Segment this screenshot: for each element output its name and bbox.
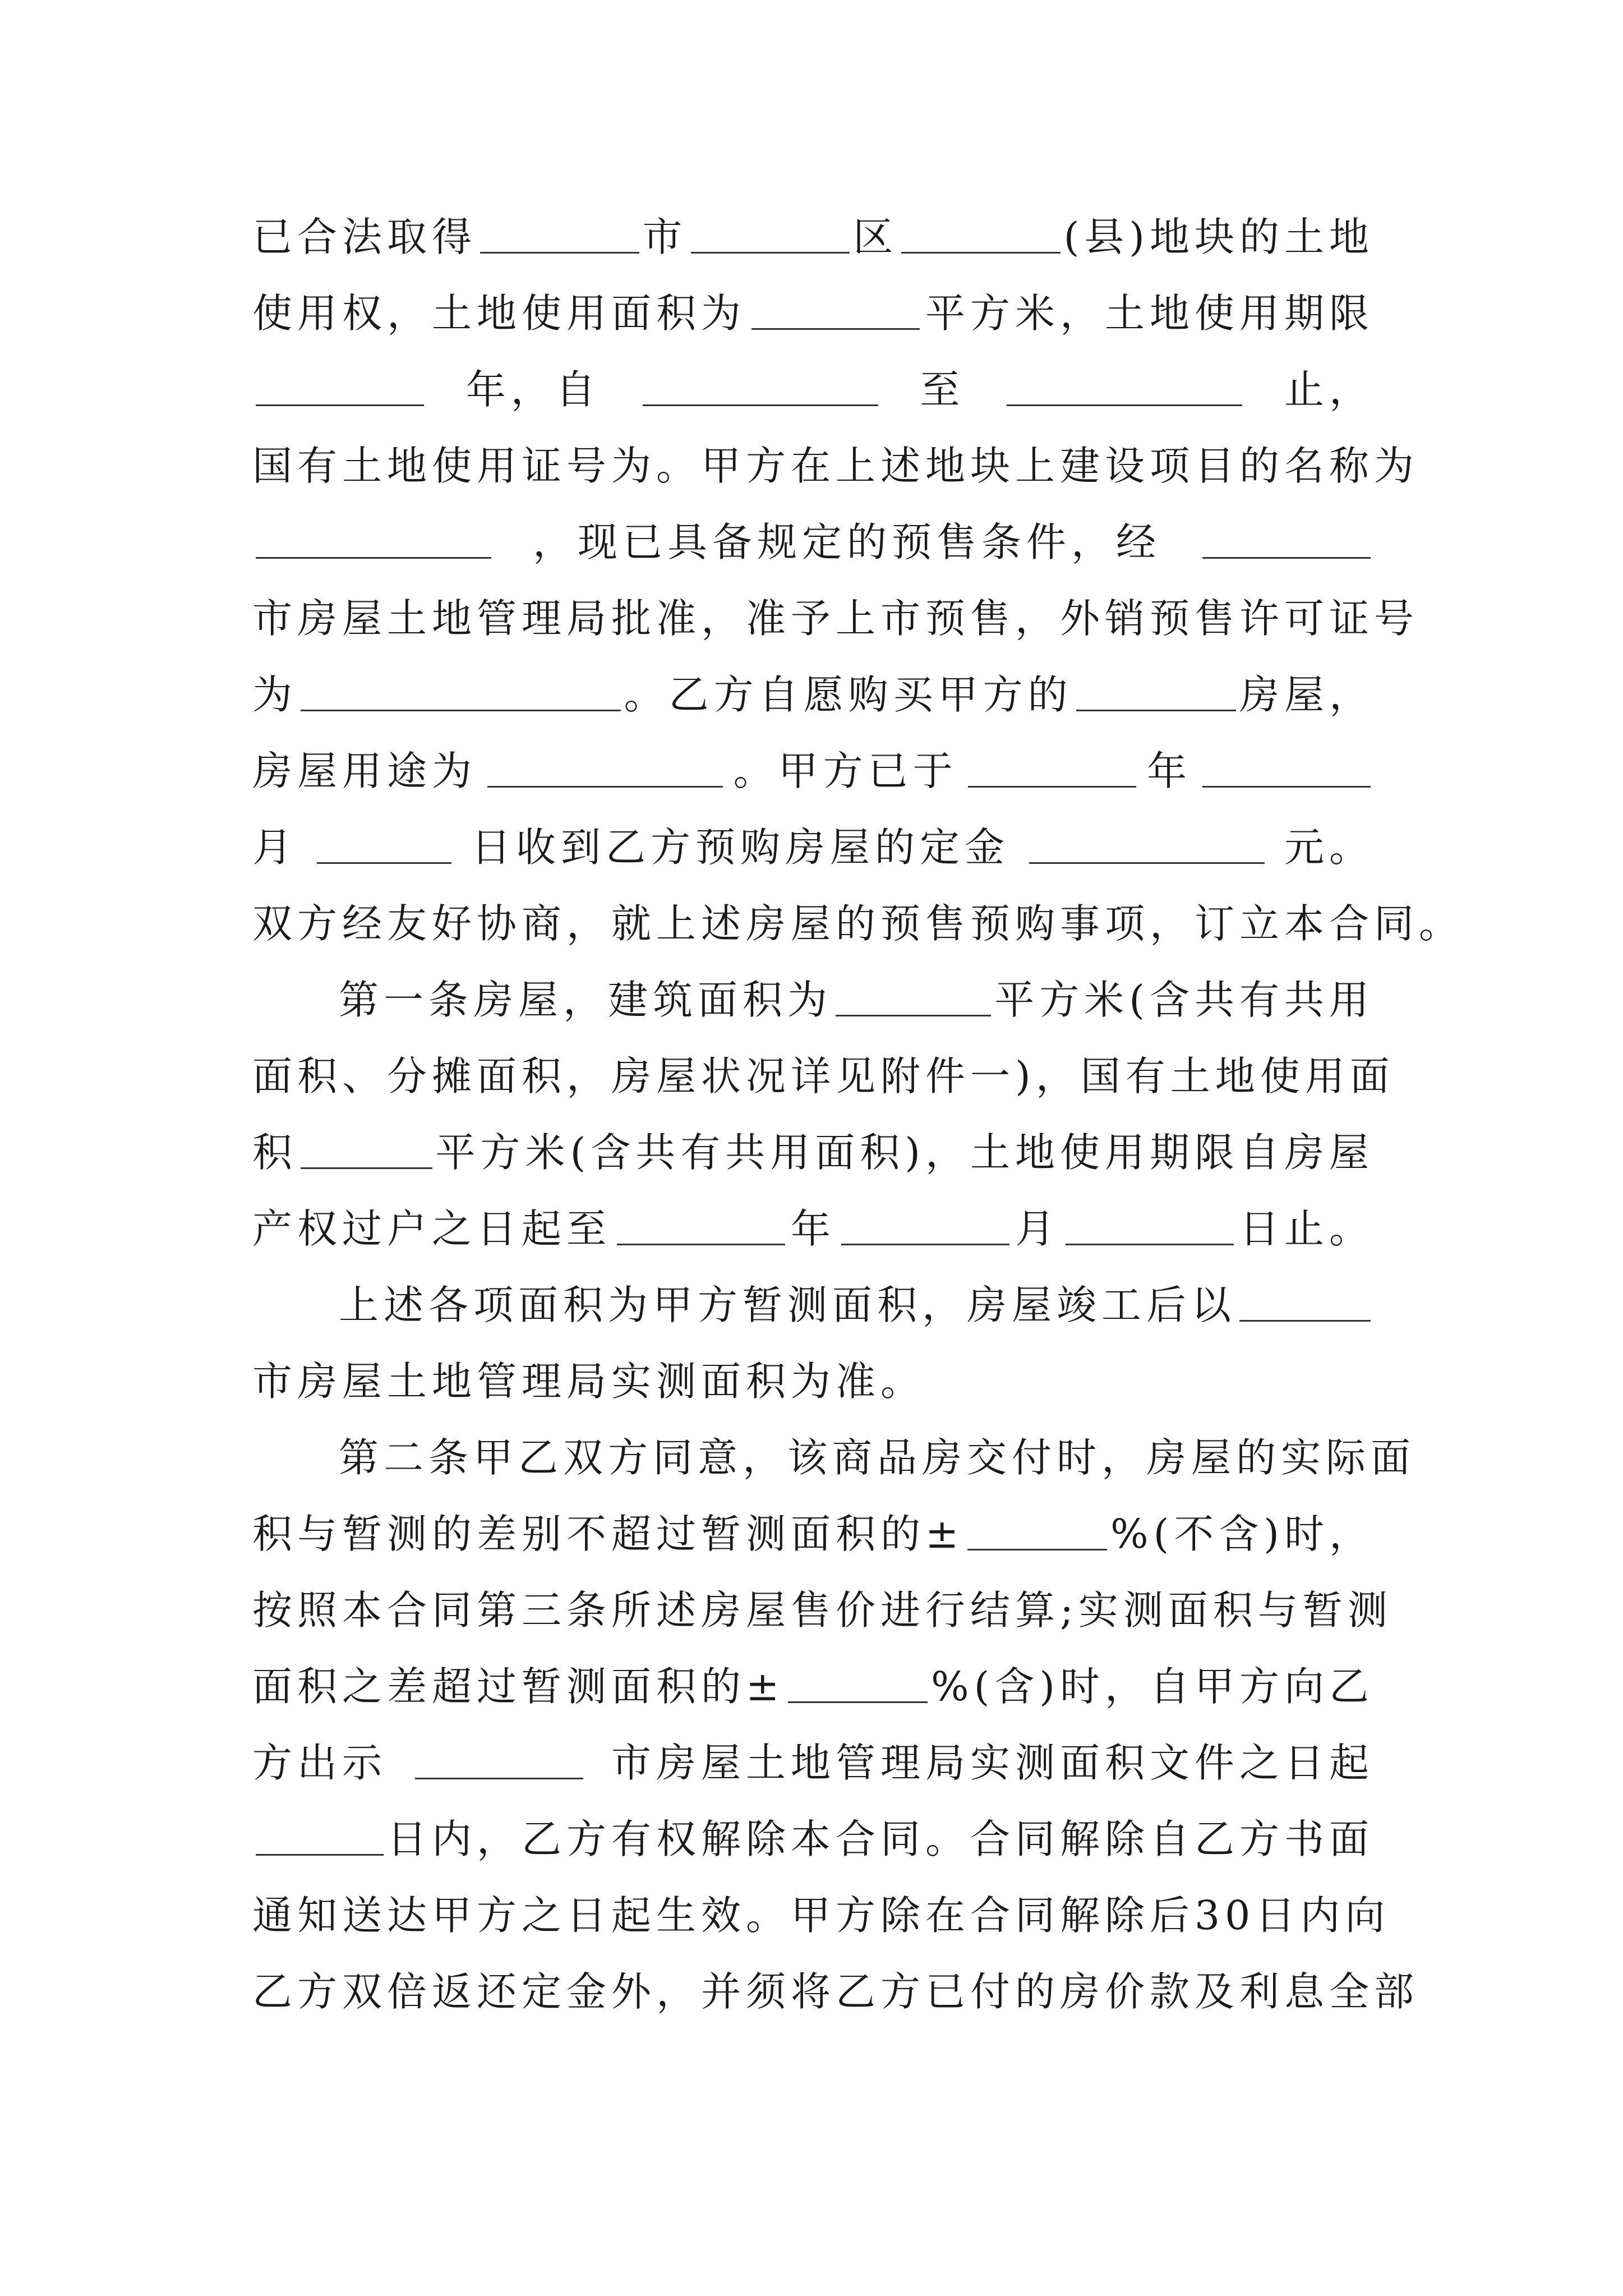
text-segment: 房屋， [1239,671,1374,718]
text-line [252,1801,1374,1878]
text-segment: 日收到乙方预购房屋的定金 [471,824,1009,871]
fill-blank [1239,1285,1371,1322]
text-segment: 积与暂测的差别不超过暂测面积的± [252,1511,964,1557]
fill-blank [1076,675,1236,711]
text-segment: 区 [853,214,898,260]
text-line [252,1115,1374,1191]
fill-blank [415,1743,583,1779]
text-segment: 积 [252,1129,298,1176]
text-line [252,1420,1416,1496]
text-line [252,1191,1374,1267]
text-segment: 房屋用途为 [252,748,477,794]
text-segment: ，现已具备规定的预售条件，经 [532,519,1161,565]
text-segment: 元。 [1284,824,1374,871]
text-segment: 月 [1015,1205,1060,1252]
fill-blank [901,217,1061,254]
fill-blank [256,370,424,406]
text-line [252,199,1374,275]
fill-blank [480,217,639,254]
text-segment: 止， [1284,366,1374,413]
text-segment: 面积之差超过暂测面积的± [252,1663,785,1710]
text-segment: 双方经友好协商，就上述房屋的预售预购事项，订立本合同。 [252,900,1464,947]
text-segment: 国有土地使用证号为。甲方在上述地块上建设项目的名称为 [252,443,1419,489]
fill-blank [841,1209,1009,1245]
text-segment: 面积、分摊面积，房屋状况详见附件一)，国有土地使用面 [252,1053,1395,1099]
fill-blank [788,1667,928,1703]
text-segment: 第一条房屋，建筑面积为 [339,977,833,1023]
fill-blank [617,1209,785,1245]
text-segment: 日止。 [1239,1205,1374,1252]
text-segment: 。乙方自愿购买甲方的 [624,671,1073,718]
text-segment: %(含)时，自甲方向乙 [931,1663,1374,1710]
text-segment: 使用权，土地使用面积为 [252,290,746,337]
text-segment: 市房屋土地管理局批准，准予上市预售，外销预售许可证号 [252,595,1419,642]
text-line [252,1496,1374,1572]
text-segment: 。甲方已于 [733,748,958,794]
text-line [252,1572,1393,1649]
fill-blank [1029,827,1265,864]
fill-blank [1066,1209,1234,1245]
text-segment: %(不含)时， [1110,1511,1374,1557]
text-segment: 日内，乙方有权解除本合同。合同解除自乙方书面 [386,1816,1374,1862]
text-line [252,1954,1419,2030]
fill-blank [643,370,878,406]
fill-blank [968,751,1136,788]
text-line [252,886,1464,962]
text-line [252,428,1419,504]
text-segment: 年 [1147,748,1192,794]
text-line [252,962,1374,1038]
text-segment: 上述各项面积为甲方暂测面积，房屋竣工后以 [339,1282,1237,1328]
fill-blank [691,217,850,254]
text-line [252,275,1374,352]
fill-blank [301,1133,432,1169]
contract-text [252,199,1464,2030]
text-line [252,1343,1374,1420]
fill-blank [1202,522,1371,559]
text-segment: 按照本合同第三条所述房屋售价进行结算;实测面积与暂测 [252,1587,1393,1634]
text-segment: 平方米(含共有共用 [994,977,1374,1023]
text-segment: (县)地块的土地 [1063,214,1374,260]
text-line [252,809,1374,886]
text-line [252,1267,1374,1343]
text-segment: 市 [642,214,688,260]
text-segment: 已合法取得 [252,214,477,260]
text-segment: 产权过户之日起至 [252,1205,612,1252]
text-line [252,504,1374,581]
fill-blank [836,980,991,1016]
text-line [252,581,1419,657]
text-line [252,1725,1374,1801]
text-segment: 平方米，土地使用期限 [925,290,1374,337]
text-segment: 第二条甲乙双方同意，该商品房交付时，房屋的实际面 [339,1434,1416,1481]
fill-blank [967,1514,1108,1550]
text-segment: 平方米(含共有共用面积)，土地使用期限自房屋 [435,1129,1374,1176]
text-line [252,1649,1374,1725]
text-line [252,1038,1395,1115]
text-segment: 年，自 [465,366,601,413]
fill-blank [487,751,723,788]
text-segment: 月 [252,824,298,871]
text-line [252,733,1374,809]
text-segment: 年 [790,1205,836,1252]
text-segment: 通知送达甲方之日起生效。甲方除在合同解除后30日内向 [252,1892,1390,1939]
text-segment: 乙方双倍返还定金外，并须将乙方已付的房价款及利息全部 [252,1968,1419,2015]
fill-blank [317,827,451,864]
text-segment: 方出示 [252,1740,388,1786]
fill-blank [256,1819,384,1856]
text-segment: 至 [920,366,965,413]
text-segment: 为 [252,671,298,718]
fill-blank [301,675,621,711]
text-line [252,352,1374,428]
text-segment: 市房屋土地管理局实测面积文件之日起 [611,1740,1374,1786]
text-segment: 市房屋土地管理局实测面积为准。 [252,1358,926,1405]
fill-blank [256,522,491,559]
fill-blank [1202,751,1371,788]
fill-blank [1007,370,1242,406]
text-line [252,657,1374,733]
fill-blank [751,293,920,330]
text-line [252,1878,1390,1954]
